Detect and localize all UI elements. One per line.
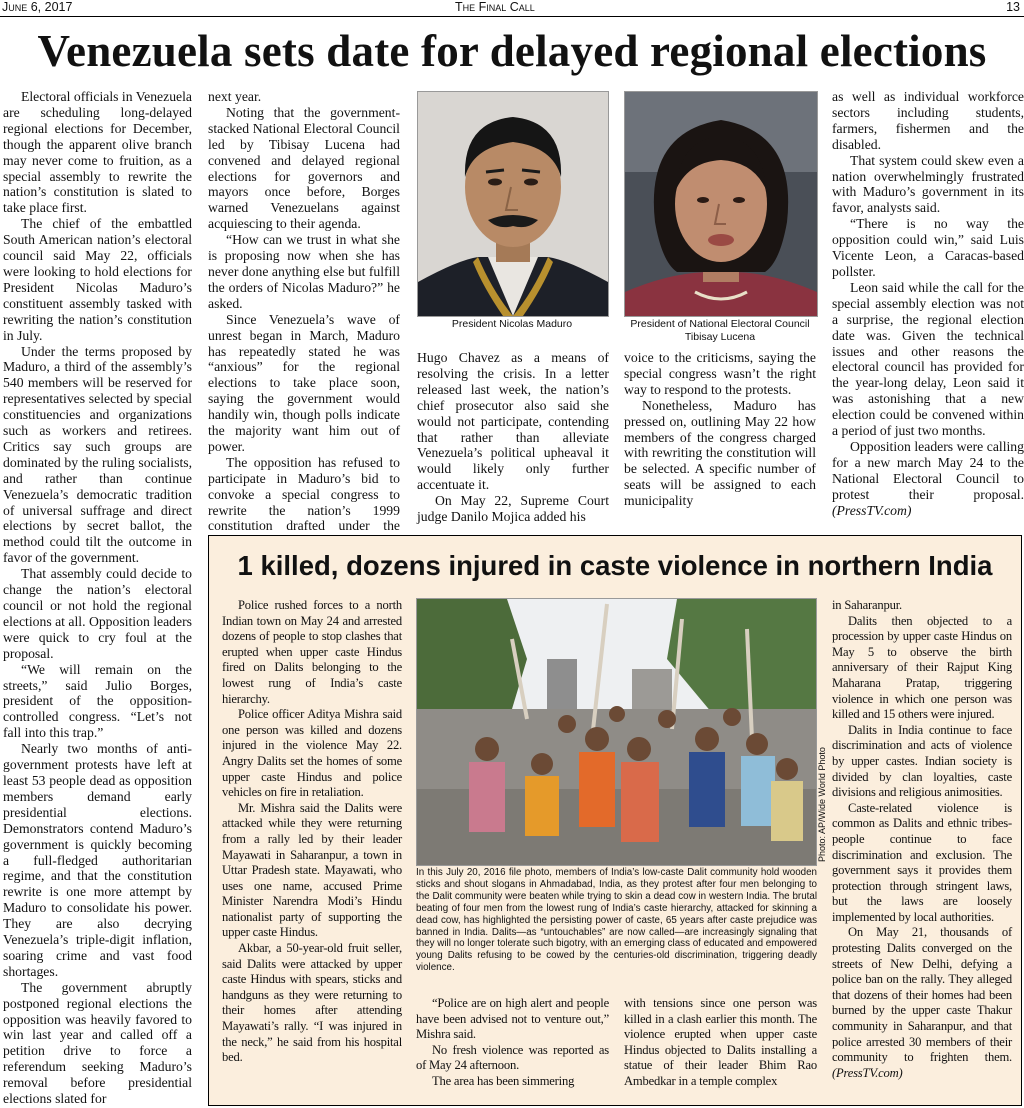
paragraph: Mr. Mishra said the Dalits were attacked while they were returning from a rally led by their leader Mayawati in Saharanpur, a town in Uttar Pradesh state. Mayawati, who uses one name, accused Prime Minister Narendra Modi’s Hindu nationalist party of supporting the upper caste Hindus. [222,800,402,940]
protest-photo-caption: In this July 20, 2016 file photo, members of India’s low-caste Dalit community hold wooden sticks and shout slogans in Ahmadabad, India, as they protest after four men belonging to the Dalit community were beaten while trying to skin a dead cow in western India. The brutal beating of four men from the lowest rung of India’s caste hierarchy, attacked for skinning a dead cow, has highlighted the persisting power of caste, 65 years after caste prejudice was banned in India. Dalits—as “untouchables” are now called—are increasingly signaling that they will no longer tolerate such bigotry, with an emerging class of educated and empowered young Dalits refusing to be cowed by the centuries-old discrimination, triggering deadly violence. [416,867,817,974]
paragraph: Akbar, a 50-year-old fruit seller, said Dalits were attacked by upper caste Hindus with spears, sticks and handguns as they were returning to their homes after attending Mayawati’s rally. “I was injured in the neck,” he said from his hospital bed. [222,941,402,1065]
paragraph: The government abruptly postponed regional elections the opposition was heavily favored to win last year and called off a petition drive to force a referendum seeking Maduro’s removal before presidential elections slated for [3,979,192,1107]
article1-column-2 [208,89,400,550]
paragraph: “Police are on high alert and people have been advised not to venture out,” Mishra said. [416,996,609,1042]
paragraph: “We will remain on the streets,” said Julio Borges, president of the opposition-controlled congress. “Let’s not fall into this trap.” [3,661,192,741]
paragraph: Electoral officials in Venezuela are scheduling long-delayed regional elections for December, though the apparent olive branch may never come to fruition, as a special assembly to rewrite the nation’s constitution is slated to take place first. [3,89,192,216]
article2-column-4 [832,598,1012,1081]
paragraph: next year. [208,89,262,104]
maduro-photo-caption: President Nicolas Maduro [451,318,573,330]
paragraph-text: Opposition leaders were calling for a new march May 24 to the National Electoral Council to protest their proposal. [832,438,1024,502]
article2-column-1 [222,598,402,1066]
paragraph [832,439,1024,519]
article2-column-2 [416,996,609,1090]
paragraph: The opposition has refused to participate in Maduro’s bid to convoke a special congress to rewrite the nation’s 1999 constitution drafted under the [208,454,400,534]
protest-photo [416,598,817,866]
folio-date: June 6, 2017 [2,0,73,14]
main-headline: Venezuela sets date for delayed regional elections [37,26,987,76]
paragraph: Nonetheless, Maduro has pressed on, outlining May 22 how members of the congress charged with rewriting the constitution will be selected. A specific number of seats will be assigned to each municipality [624,397,816,509]
paragraph: Under the terms proposed by Maduro, a third of the assembly’s 540 members will be reserved for representatives selected by special constituencies and organizations such as workers and retirees. Critics say such groups are dominated by the ruling socialists, and rather than continue Venezuela’s democratic tradition of universal suffrage and direct elections by secret ballot, the method could tilt the outcome in favor of the government. [3,343,192,566]
article1-column-1 [3,89,192,1107]
paragraph: Hugo Chavez as a means of resolving the crisis. In a letter released last week, the nation’s chief prosecutor also said she would not participate, contending that rather than alleviate Venezuela’s political upheaval it would likely only further accentuate it. [417,350,609,493]
article1-column-3 [417,350,609,525]
sidebar-article-headline: 1 killed, dozens injured in caste violence in northern India [237,550,993,581]
paragraph: Dalits then objected to a procession by upper caste Hindus on May 5 to observe the birth anniversary of their Rajput King Maharana Pratap, triggering violence in which one person was killed and 15 others were injured. [832,613,1012,722]
paragraph: Caste-related violence is common as Dalits and ethnic tribes-people continue to face discrimination and exclusion. The government says it provides them protection through stringent laws, but the laws are loosely implemented by local authorities. [832,800,1012,924]
folio-publication: The Final Call [455,0,535,14]
paragraph: That system could skew even a nation overwhelmingly frustrated with Maduro’s government in its favor, analysts said. [832,152,1024,216]
paragraph: Since Venezuela’s wave of unrest began in March, Maduro has repeatedly stated he was “anxious” for the regional elections to take place soon, saying the government would handily win, though polls indicate the majority want him out of power. [208,311,400,454]
lucena-photo [624,91,818,317]
paragraph: Police officer Aditya Mishra said one person was killed and dozens injured in the violence May 22. Angry Dalits set the homes of some upper caste Hindus and police vehicles on fire in retaliation. [222,707,402,800]
article2-column-3 [624,996,817,1090]
paragraph: No fresh violence was reported as of May 24 afternoon. [416,1042,609,1073]
paragraph: “How can we trust in what she is proposing now when she has never done anything else but fulfill the orders of Nicolas Maduro?” he asked. [208,232,400,311]
source-credit: (PressTV.com) [832,502,912,518]
source-credit: (PressTV.com) [832,1065,903,1080]
lucena-photo-caption: President of National Electoral Council Tibisay Lucena [630,318,810,343]
paragraph: as well as individual workforce sectors including students, farmers, fishermen and the disabled. [832,89,1024,152]
paragraph [832,925,1012,1081]
paragraph-text: On May 21, thousands of protesting Dalits converged on the streets of New Delhi, defying a police ban on the rally. They alleged that dozens of their homes had been burned by the upper caste Thakur community in Saharanpur, and that police arrested 30 members of their community to frighten them. [832,925,1012,1065]
paragraph: That assembly could decide to change the nation’s electoral council or not hold the regional elections at all. Opposition leaders were quick to cry foul at the proposal. [3,566,192,661]
folio-bar [0,0,1024,17]
paragraph: The chief of the embattled South American nation’s electoral council said May 22, officials were looking to hold elections for President Nicolas Maduro’s constituent assembly tasked with rewriting the nation’s constitution in July. [3,216,192,343]
paragraph: in Saharanpur. [832,598,902,612]
paragraph: Police rushed forces to a north Indian town on May 24 and arrested dozens of people to stop clashes that erupted when upper caste Hindus fired on Dalits belonging to the lowest rung of India’s caste hierarchy. [222,598,402,706]
paragraph: Nearly two months of anti-government protests have left at least 53 people dead as opposition members demand early presidential elections. Demonstrators contend Maduro’s government is quickly becoming a full-fledged authoritarian regime, and that the constitution rewrite is one more attempt by Maduro to consolidate his power. They are also decrying Venezuela’s triple-digit inflation, soaring crime and vast food shortages. [3,741,192,979]
paragraph: The area has been simmering [432,1073,575,1088]
maduro-photo [417,91,609,317]
paragraph: voice to the criticisms, saying the special congress wasn’t the right way to respond to the protests. [624,350,816,397]
paragraph: Leon said while the call for the special assembly election was not a surprise, the regional election date was. Given the technical issues and other reasons the electoral council has provided for the year-long delay, Leon said it was astonishing that a new election could be convened within a period of just two months. [832,279,1024,439]
article1-column-5 [832,89,1024,518]
paragraph: “There is no way the opposition could win,” said Luis Vicente Leon, a Caracas-based pollster. [832,216,1024,279]
folio-page-number: 13 [1006,0,1020,14]
paragraph: Noting that the government-stacked National Electoral Council led by Tibisay Lucena had convened and delayed regional elections for governors and mayors once before, Borges warned Venezuelans against acquiescing to their agenda. [208,104,400,232]
paragraph: Dalits in India continue to face discrimination and acts of violence by upper castes. Indian society is divided by clan loyalties, caste divisions and religious animosities. [832,722,1012,800]
article1-column-4 [624,350,816,509]
protest-photo-credit: Photo: AP/Wide World Photo [817,747,827,862]
paragraph: with tensions since one person was killed in a clash earlier this month. The violence erupted when upper caste Hindus objected to Dalits installing a statue of their leader Bhim Rao Ambedkar in a temple complex [624,996,817,1088]
paragraph: On May 22, Supreme Court judge Danilo Mojica added his [417,493,609,525]
